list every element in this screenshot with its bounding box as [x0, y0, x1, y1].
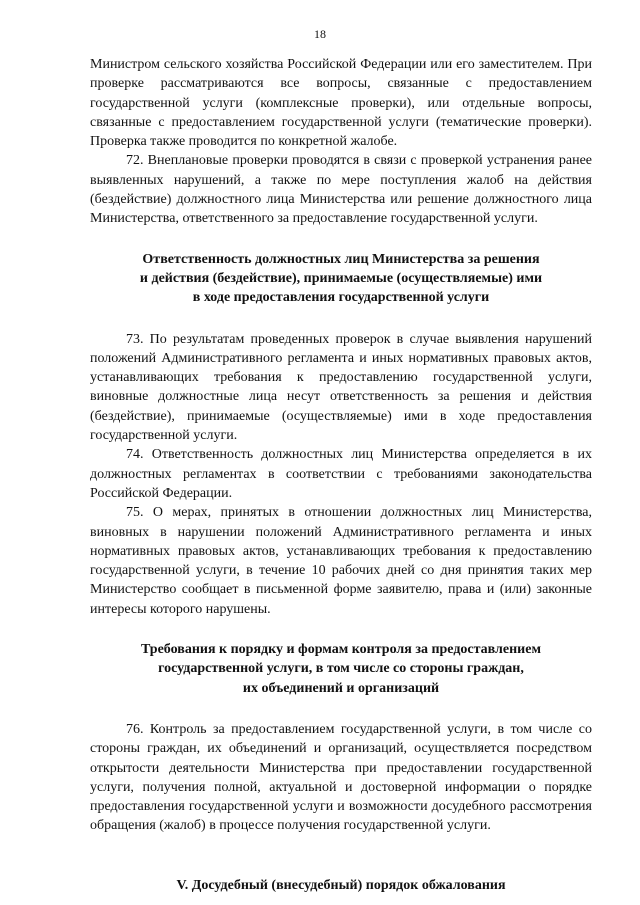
heading-line: Ответственность должностных лиц Министерства за решения [142, 251, 540, 267]
heading-line: и действия (бездействие), принимаемые (осуществляемые) ими [139, 270, 543, 286]
paragraph-76: 76. Контроль за предоставлением государственной услуги, в том числе со стороны граждан, их объединений и организаций, осуществляется посредством открытости деятельности Министерства при предоставлении государственной услуги, получения полной, актуальной и достоверной информации о порядке предоставления государственной услуги и возможности досудебного рассмотрения обращения (жалоб) в процессе получения государственной услуги. [90, 721, 592, 834]
heading-line: в ходе предоставления государственной услуги [192, 290, 490, 306]
paragraph-74: 74. Ответственность должностных лиц Министерства определяется в их должностных регламентах в соответствии с требованиями законодательства Российской Федерации. [90, 447, 592, 501]
section-heading-control-requirements [90, 640, 592, 698]
paragraph-72: 72. Внеплановые проверки проводятся в связи с проверкой устранения ранее выявленных нарушений, а также по мере поступления жалоб на действия (бездействие) должностного лица Министерства или решение должностного лица Министерства, ответственного за предоставление государственной услуги. [90, 153, 592, 227]
paragraph-75: 75. О мерах, принятых в отношении должностных лиц Министерства, виновных в нарушении положений Административного регламента и иных нормативных правовых актов, устанавливающих требования к предоставлению государственной услуги, в течение 10 рабочих дней со дня принятия таких мер Министерство сообщает в письменной форме заявителю, права и (или) законные интересы которого нарушены. [90, 505, 592, 617]
section-heading-responsibility [90, 250, 592, 308]
document-body [90, 55, 592, 895]
heading-line: государственной услуги, в том числе со стороны граждан, [158, 661, 524, 677]
chapter-heading-v [90, 876, 592, 895]
heading-line: их объединений и организаций [242, 680, 440, 696]
heading-line: V. Досудебный (внесудебный) порядок обжалования [176, 877, 506, 893]
heading-line: Требования к порядку и формам контроля за предоставлением [141, 642, 541, 658]
page-number: 18 [314, 27, 326, 41]
paragraph-71-continuation: Министром сельского хозяйства Российской Федерации или его заместителем. При проверке рассматриваются все вопросы, связанные с предоставлением государственной услуги (комплексные проверки), или отдельные вопросы, связанные с предоставлением государственной услуги (тематические проверки). Проверка также проводится по конкретной жалобе. [90, 57, 592, 150]
paragraph-73: 73. По результатам проведенных проверок в случае выявления нарушений положений Административного регламента и иных нормативных правовых актов, устанавливающих требования к предоставлению государственной услуги, виновные должностные лица несут ответственность за решения и действия (бездействие), принимаемые (осуществляемые) ими в ходе предоставления государственной услуги. [90, 331, 592, 444]
